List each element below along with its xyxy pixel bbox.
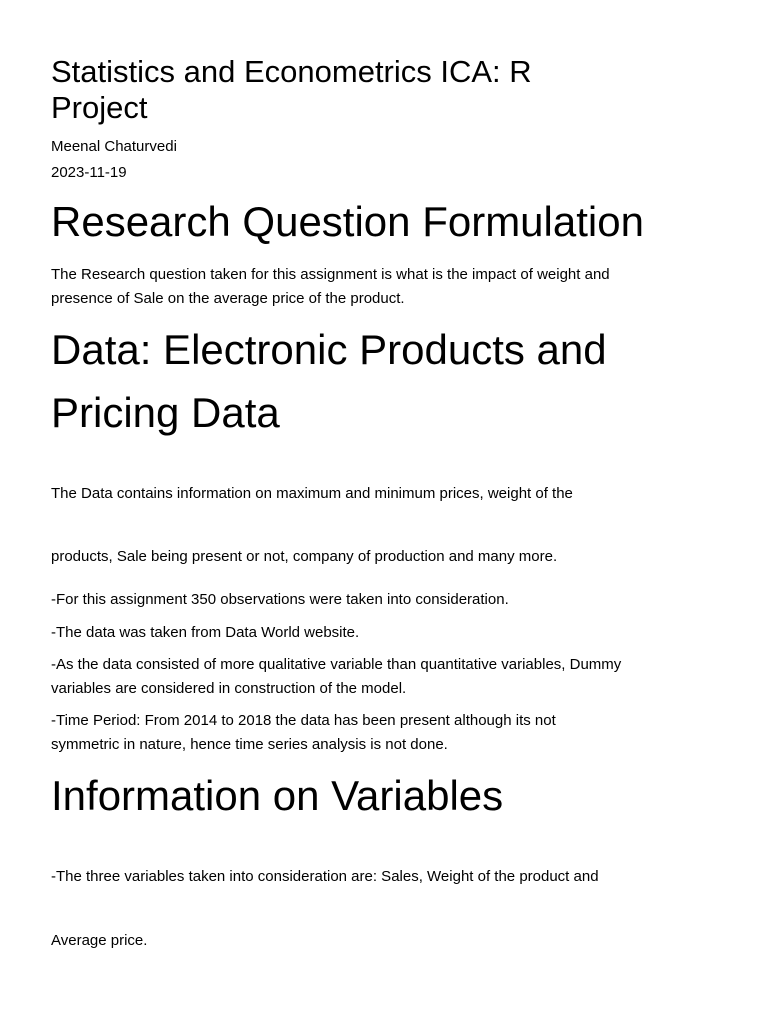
data-bullet-dummy-line-2: variables are considered in construction of the model.: [51, 680, 407, 697]
data-bullet-dummy-line-1: -As the data consisted of more qualitative variable than quantitative variables, Dummy: [51, 656, 622, 673]
data-bullet-observations: -For this assignment 350 observations were taken into consideration.: [51, 591, 509, 608]
heading-variables: Information on Variables: [51, 772, 504, 819]
document-title-line-1: Statistics and Econometrics ICA: R: [51, 54, 532, 89]
document-author: Meenal Chaturvedi: [51, 138, 177, 155]
heading-research-question: Research Question Formulation: [51, 198, 644, 245]
data-paragraph-line-1: The Data contains information on maximum and minimum prices, weight of the: [51, 485, 573, 502]
document-date: 2023-11-19: [51, 164, 127, 181]
document-title-line-2: Project: [51, 90, 148, 125]
heading-data-line-1: Data: Electronic Products and: [51, 326, 607, 373]
data-bullet-time-period-line-1: -Time Period: From 2014 to 2018 the data has been present although its not: [51, 712, 556, 729]
variables-paragraph-line-1: -The three variables taken into consideration are: Sales, Weight of the product and: [51, 868, 599, 885]
data-bullet-source: -The data was taken from Data World website.: [51, 624, 360, 641]
research-paragraph-line-2: presence of Sale on the average price of the product.: [51, 290, 405, 307]
data-paragraph-line-2: products, Sale being present or not, company of production and many more.: [51, 548, 558, 565]
research-paragraph-line-1: The Research question taken for this assignment is what is the impact of weight and: [51, 266, 610, 283]
variables-paragraph-line-2: Average price.: [51, 932, 148, 949]
heading-data-line-2: Pricing Data: [51, 389, 280, 436]
data-bullet-time-period-line-2: symmetric in nature, hence time series analysis is not done.: [51, 736, 448, 753]
